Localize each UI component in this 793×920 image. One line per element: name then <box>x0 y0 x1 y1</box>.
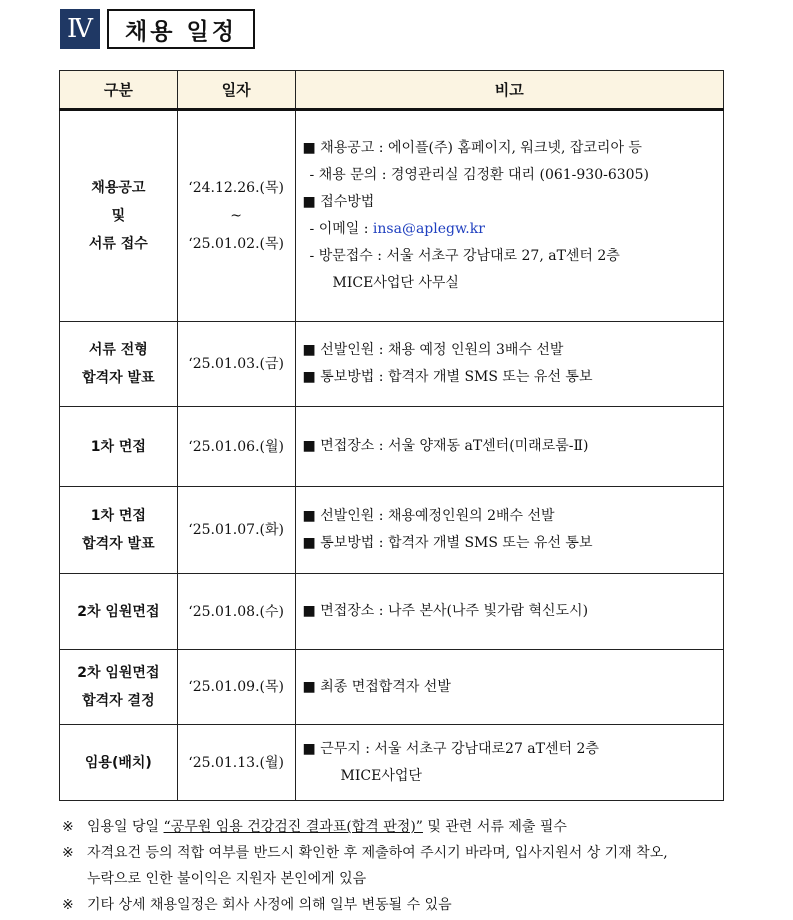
date-label: ‘25.01.07.(화) <box>188 522 284 538</box>
column-header-date: 일자 <box>177 71 295 110</box>
date-cell <box>177 322 295 407</box>
table-row <box>60 487 724 574</box>
remark-text: 채용공고 : 에이플(주) 홈페이지, 워크넷, 잡코리아 등 <box>320 140 642 156</box>
footnote-text: 기타 상세 채용일정은 회사 사정에 의해 일부 변동될 수 있음 <box>87 897 452 913</box>
reference-mark: ※ <box>62 845 74 861</box>
stage-cell <box>60 725 178 801</box>
date-cell <box>177 650 295 725</box>
schedule-table <box>59 70 724 801</box>
stage-label: 합격자 발표 <box>82 536 155 552</box>
square-bullet-icon: ■ <box>302 508 321 524</box>
remark-text: MICE사업단 사무실 <box>332 275 459 291</box>
remark-line <box>303 270 723 297</box>
remark-text: - 채용 문의 : 경영관리실 김정환 대리 (061-930-6305) <box>309 167 649 183</box>
stage-label: 서류 접수 <box>88 236 148 252</box>
section-number: Ⅳ <box>60 9 100 49</box>
date-cell <box>177 725 295 801</box>
table-row <box>60 407 724 487</box>
date-cell <box>177 110 295 322</box>
remark-text: 근무지 : 서울 서초구 강남대로27 aT센터 2층 <box>320 740 599 757</box>
column-header-remarks: 비고 <box>295 71 723 110</box>
remark-line <box>303 530 723 557</box>
footnote-underlined-text: “공무원 임용 건강검진 결과표(합격 판정)” <box>163 819 423 835</box>
reference-mark: ※ <box>62 897 74 913</box>
footnote-text: 누락으로 인한 불이익은 지원자 본인에게 있음 <box>87 871 367 887</box>
footnote-text: 자격요건 등의 적합 여부를 반드시 확인한 후 제출하여 주시기 바라며, 입사지원서 상 기재 착오, <box>87 845 668 861</box>
table-row <box>60 725 724 801</box>
footnotes <box>62 814 752 918</box>
date-cell <box>177 487 295 574</box>
section-header <box>60 9 255 49</box>
stage-cell <box>60 650 178 725</box>
remark-text: 최종 면접합격자 선발 <box>320 678 451 695</box>
remark-text: 면접장소 : 나주 본사(나주 빛가람 혁신도시) <box>320 603 589 619</box>
square-bullet-icon: ■ <box>302 535 321 551</box>
date-cell <box>177 407 295 487</box>
remark-line <box>303 736 723 763</box>
date-label: ‘25.01.03.(금) <box>188 356 284 372</box>
date-label: ~ <box>230 208 242 224</box>
email-link[interactable]: insa@aplegw.kr <box>372 221 485 237</box>
stage-cell <box>60 110 178 322</box>
remarks-cell <box>295 650 723 725</box>
remark-line <box>303 337 723 364</box>
stage-cell <box>60 322 178 407</box>
date-label: ‘25.01.08.(수) <box>188 603 284 620</box>
remark-line <box>303 364 723 391</box>
remark-text: 접수방법 <box>320 194 375 210</box>
remark-text: 선발인원 : 채용예정인원의 2배수 선발 <box>320 508 555 524</box>
date-label: ‘24.12.26.(목) <box>188 180 284 196</box>
remark-text: MICE사업단 <box>340 767 422 784</box>
footnote-text: 임용일 당일 <box>87 819 164 835</box>
remark-line <box>303 216 723 243</box>
table-row <box>60 574 724 650</box>
remark-line <box>303 503 723 530</box>
square-bullet-icon: ■ <box>302 194 321 210</box>
table-row <box>60 322 724 407</box>
section-title: 채용 일정 <box>107 9 255 49</box>
stage-label: 임용(배치) <box>84 754 152 771</box>
remark-text: 면접장소 : 서울 양재동 aT센터(미래로룸-Ⅱ) <box>320 438 589 454</box>
remark-line <box>303 135 723 162</box>
table-row <box>60 650 724 725</box>
reference-mark: ※ <box>62 819 74 835</box>
stage-label: 1차 면접 <box>90 508 146 524</box>
remark-text: 통보방법 : 합격자 개별 SMS 또는 유선 통보 <box>320 535 593 551</box>
remark-line <box>303 243 723 270</box>
remark-line <box>303 674 723 701</box>
remarks-cell <box>295 574 723 650</box>
remark-text: 통보방법 : 합격자 개별 SMS 또는 유선 통보 <box>320 369 593 385</box>
square-bullet-icon: ■ <box>302 369 321 385</box>
stage-label: 1차 면접 <box>90 438 146 455</box>
remark-text: 선발인원 : 채용 예정 인원의 3배수 선발 <box>320 342 564 358</box>
square-bullet-icon: ■ <box>302 740 321 757</box>
remarks-cell <box>295 110 723 322</box>
stage-cell <box>60 574 178 650</box>
footnote-1 <box>62 814 752 840</box>
stage-label: 합격자 결정 <box>82 693 155 709</box>
date-label: ‘25.01.13.(월) <box>188 754 284 771</box>
column-header-category: 구분 <box>60 71 178 110</box>
remark-line <box>303 598 723 625</box>
remark-line <box>303 162 723 189</box>
stage-label: 2차 임원면접 <box>77 603 160 620</box>
remark-line <box>303 189 723 216</box>
remark-line <box>303 763 723 790</box>
stage-cell <box>60 407 178 487</box>
remarks-cell <box>295 322 723 407</box>
date-label: ‘25.01.06.(월) <box>188 438 284 455</box>
square-bullet-icon: ■ <box>302 603 321 619</box>
stage-label: 서류 전형 <box>88 342 148 358</box>
remark-line <box>303 433 723 460</box>
remarks-cell <box>295 407 723 487</box>
remark-prefix: - 이메일 : <box>309 221 373 237</box>
date-label: ‘25.01.02.(목) <box>188 236 284 252</box>
remarks-cell <box>295 725 723 801</box>
stage-label: 및 <box>111 208 126 224</box>
footnote-3 <box>62 892 752 918</box>
footnote-text: 및 관련 서류 제출 필수 <box>422 819 567 835</box>
stage-cell <box>60 487 178 574</box>
stage-label: 합격자 발표 <box>82 370 155 386</box>
table-header-row <box>60 71 724 110</box>
date-label: ‘25.01.09.(목) <box>188 679 284 695</box>
remark-text: - 방문접수 : 서울 서초구 강남대로 27, aT센터 2층 <box>309 248 620 264</box>
table-row <box>60 110 724 322</box>
square-bullet-icon: ■ <box>302 140 321 156</box>
date-cell <box>177 574 295 650</box>
stage-label: 2차 임원면접 <box>77 665 160 681</box>
square-bullet-icon: ■ <box>302 438 321 454</box>
footnote-2 <box>62 840 752 892</box>
square-bullet-icon: ■ <box>302 342 321 358</box>
square-bullet-icon: ■ <box>302 678 321 695</box>
remarks-cell <box>295 487 723 574</box>
stage-label: 채용공고 <box>91 180 146 196</box>
